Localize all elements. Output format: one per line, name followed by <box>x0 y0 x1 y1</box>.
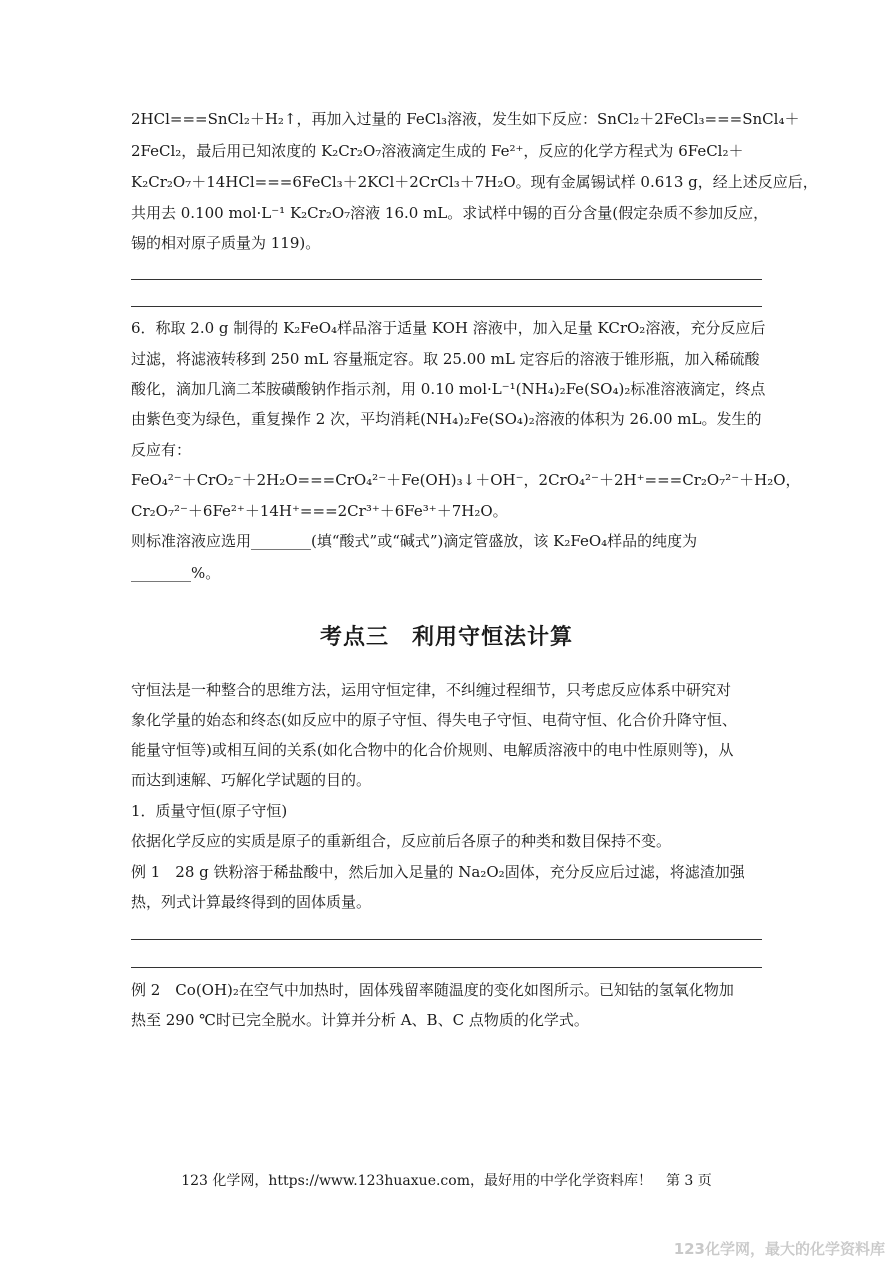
text-line: 反应有： <box>131 441 192 459</box>
equation-line: Cr₂O₇²⁻＋6Fe²⁺＋14H⁺===2Cr³⁺＋6Fe³⁺＋7H₂O。 <box>131 502 508 520</box>
text-line: 酸化，滴加几滴二苯胺磺酸钠作指示剂，用 0.10 mol·L⁻¹(NH₄)₂Fe(SO₄)₂标准溶液滴定，终点 <box>131 380 766 398</box>
subsection-title: 1．质量守恒(原子守恒) <box>131 802 288 820</box>
answer-line <box>131 279 762 280</box>
text-line: 共用去 0.100 mol·L⁻¹ K₂Cr₂O₇溶液 16.0 mL。求试样中锡的百分含量(假定杂质不参加反应， <box>131 204 769 222</box>
text-line: 守恒法是一种整合的思维方法，运用守恒定律，不纠缠过程细节，只考虑反应体系中研究对 <box>131 681 732 699</box>
page-footer: 123 化学网，https://www.123huaxue.com，最好用的中学化学资料库！ 第 3 页 <box>181 1173 712 1189</box>
text-line: 2HCl===SnCl₂＋H₂↑，再加入过量的 FeCl₃溶液，发生如下反应：SnCl₂＋2FeCl₃===SnCl₄＋ <box>131 110 800 128</box>
watermark: 123化学网，最大的化学资料库 <box>673 1240 885 1258</box>
answer-line <box>131 939 762 940</box>
example-line: 例 2 Co(OH)₂在空气中加热时，固体残留率随温度的变化如图所示。已知钴的氢氧化物加 <box>131 981 734 999</box>
text-line: 能量守恒等)或相互间的关系(如化合物中的化合价规则、电解质溶液中的电中性原则等)，从 <box>131 741 734 759</box>
example-line: 热至 290 ℃时已完全脱水。计算并分析 A、B、C 点物质的化学式。 <box>131 1011 589 1029</box>
text-line: 过滤，将滤液转移到 250 mL 容量瓶定容。取 25.00 mL 定容后的溶液于锥形瓶，加入稀硫酸 <box>131 350 760 368</box>
text-line: 2FeCl₂，最后用已知浓度的 K₂Cr₂O₇溶液滴定生成的 Fe²⁺，反应的化学方程式为 6FeCl₂＋ <box>131 142 744 160</box>
example-line: 例 1 28 g 铁粉溶于稀盐酸中，然后加入足量的 Na₂O₂固体，充分反应后过滤，将滤渣加强 <box>131 863 745 881</box>
text-line: 6．称取 2.0 g 制得的 K₂FeO₄样品溶于适量 KOH 溶液中，加入足量 KCrO₂溶液，充分反应后 <box>131 319 766 337</box>
text-line: 锡的相对原子质量为 119)。 <box>131 234 321 252</box>
section-heading: 考点三 利用守恒法计算 <box>319 625 573 650</box>
text-line: 而达到速解、巧解化学试题的目的。 <box>131 771 372 789</box>
text-line: 由紫色变为绿色，重复操作 2 次，平均消耗(NH₄)₂Fe(SO₄)₂溶液的体积为 26.00 mL。发生的 <box>131 410 762 428</box>
text-line: K₂Cr₂O₇＋14HCl===6FeCl₃＋2KCl＋2CrCl₃＋7H₂O。现有金属锡试样 0.613 g，经上述反应后， <box>131 173 818 191</box>
text-line: ________%。 <box>131 564 221 582</box>
text-line: 依据化学反应的实质是原子的重新组合，反应前后各原子的种类和数目保持不变。 <box>131 832 672 850</box>
text-line: 则标准溶液应选用________(填“酸式”或“碱式”)滴定管盛放，该 K₂FeO₄样品的纯度为 <box>131 532 698 550</box>
equation-line: FeO₄²⁻＋CrO₂⁻＋2H₂O===CrO₄²⁻＋Fe(OH)₃↓＋OH⁻，2CrO₄²⁻＋2H⁺===Cr₂O₇²⁻＋H₂O， <box>131 471 801 489</box>
answer-line <box>131 967 762 968</box>
text-line: 象化学量的始态和终态(如反应中的原子守恒、得失电子守恒、电荷守恒、化合价升降守恒、 <box>131 711 737 729</box>
answer-line <box>131 306 762 307</box>
example-line: 热，列式计算最终得到的固体质量。 <box>131 893 372 911</box>
